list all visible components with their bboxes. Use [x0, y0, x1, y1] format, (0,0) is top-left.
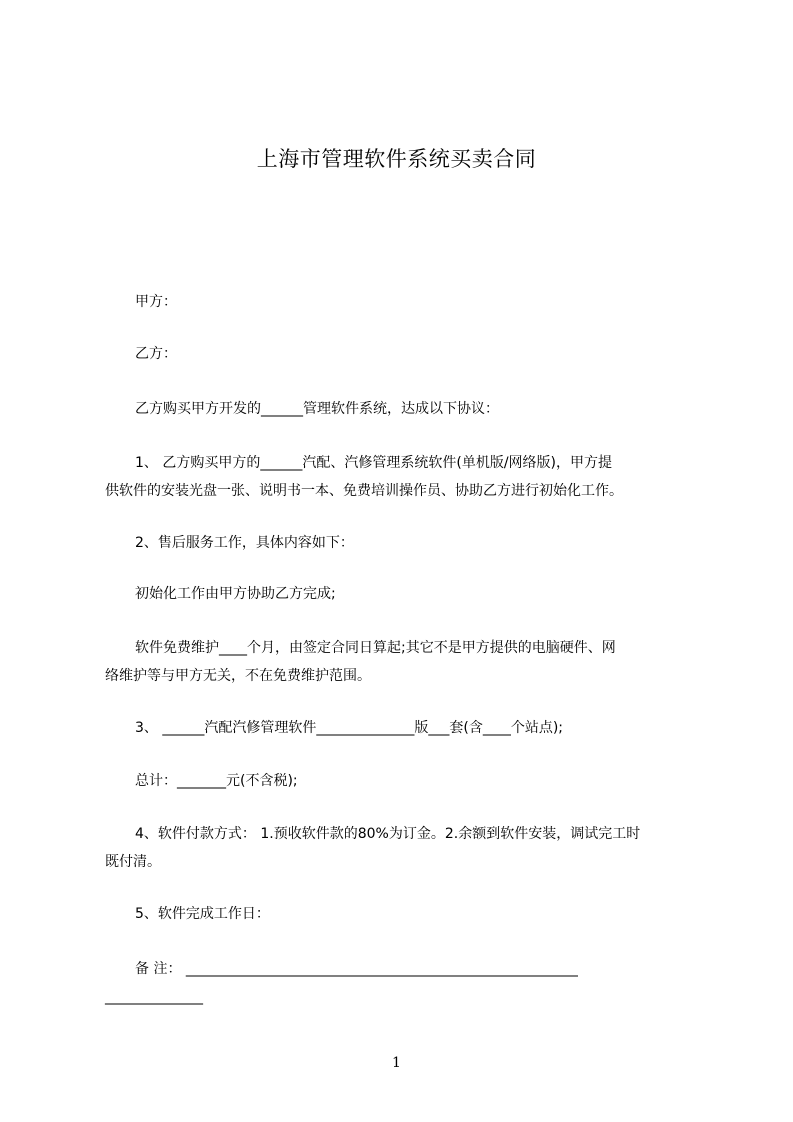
clause-4	[105, 820, 705, 876]
clause-2-item-1: 初始化工作由甲方协助乙方完成;	[135, 586, 336, 602]
clause-1-line-1: 1、 乙方购买甲方的______汽配、汽修管理系统软件(单机版/网络版)，甲方提	[135, 455, 612, 471]
intro-paragraph: 乙方购买甲方开发的______管理软件系统，达成以下协议：	[135, 401, 499, 417]
remarks-line-1: 备 注： ________________________________________________________	[135, 961, 578, 977]
clause-2-item-2	[105, 634, 705, 690]
clause-2-item-2-line-2: 络维护等与甲方无关，不在免费维护范围。	[105, 668, 371, 684]
clause-5: 5、软件完成工作日：	[135, 906, 270, 922]
remarks	[105, 955, 705, 1011]
clause-4-line-1: 4、软件付款方式： 1.预收软件款的80%为订金。2.余额到软件安装，调试完工时	[135, 826, 641, 842]
clause-2: 2、售后服务工作，具体内容如下：	[135, 535, 354, 551]
clause-4-line-2: 既付清。	[105, 854, 161, 870]
clause-1	[105, 449, 705, 505]
remarks-line-2: ______________	[105, 989, 203, 1005]
party-b-label: 乙方：	[135, 346, 177, 362]
clause-2-item-2-line-1: 软件免费维护____个月，由签定合同日算起;其它不是甲方提供的电脑硬件、网	[135, 640, 616, 656]
page-number: 1	[392, 1055, 401, 1071]
party-a-label: 甲方：	[135, 294, 177, 310]
total-line: 总计：_______元(不含税);	[135, 773, 298, 789]
document-title: 上海市管理软件系统买卖合同	[256, 147, 537, 171]
clause-1-line-2: 供软件的安装光盘一张、说明书一本、免费培训操作员、协助乙方进行初始化工作。	[105, 483, 623, 499]
clause-3: 3、 ______汽配汽修管理软件______________版___套(含____个站点);	[135, 720, 563, 736]
